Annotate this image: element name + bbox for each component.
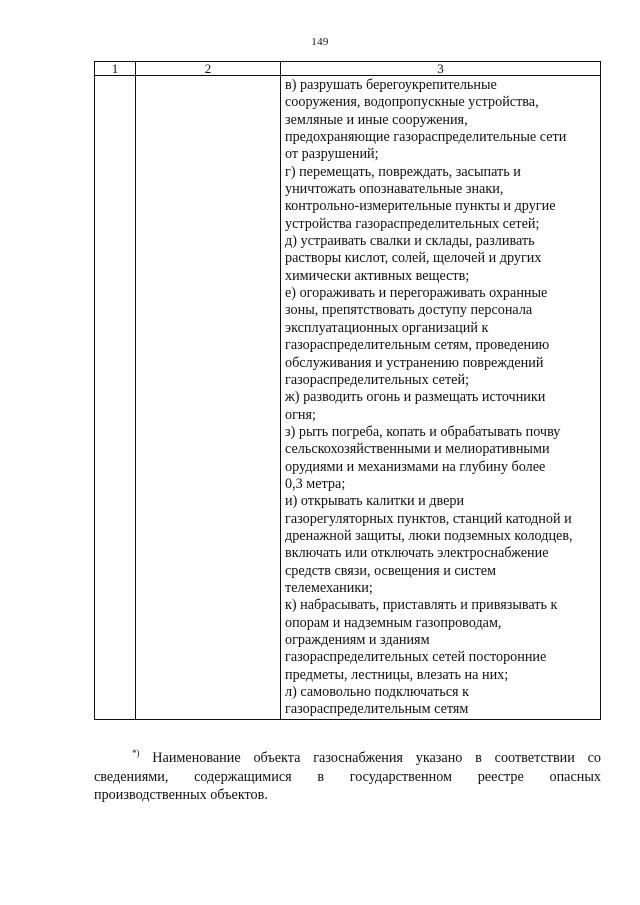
footnote-text-1: Наименование объекта газоснабжения указано в соответствии со	[152, 750, 601, 766]
table-header-row	[95, 62, 601, 76]
list-line: и) открывать калитки и двери	[285, 493, 465, 510]
list-line: зоны, препятствовать доступу персонала	[285, 302, 533, 319]
page-number: 149	[311, 36, 329, 48]
footnote-line-1	[94, 744, 601, 768]
footnote	[94, 744, 601, 805]
list-line: ограждениям и зданиям	[285, 632, 430, 648]
footnote-line-2: сведениями, содержащимися в государственном реестре опасных	[94, 768, 601, 785]
header-cell-1: 1	[95, 62, 136, 76]
list-line: газорегуляторных пунктов, станций катодной и	[285, 510, 572, 527]
list-line: включать или отключать электроснабжение	[285, 545, 549, 562]
prohibitions-list	[281, 76, 600, 719]
list-line: эксплуатационных организаций к	[285, 319, 489, 336]
list-line: з) рыть погреба, копать и обрабатывать почву	[285, 423, 561, 440]
list-line: телемеханики;	[285, 579, 373, 596]
list-line: е) огораживать и перегораживать охранные	[285, 285, 548, 302]
cell-col-2	[136, 76, 281, 720]
list-line: газораспределительным сетям	[285, 701, 469, 718]
list-line: химически активных веществ;	[285, 267, 470, 284]
list-line: л) самовольно подключаться к	[285, 684, 470, 701]
list-line: предметы, лестницы, влезать на них;	[285, 666, 509, 683]
list-line: газораспределительным сетям, проведению	[285, 337, 550, 354]
main-table	[94, 61, 601, 720]
list-line: огня;	[285, 406, 316, 423]
cell-col-1	[95, 76, 136, 720]
footnote-marker: *)	[132, 748, 140, 758]
list-line: газораспределительных сетей;	[285, 371, 470, 388]
list-line: газораспределительных сетей посторонние	[285, 649, 547, 666]
list-line: земляные и иные сооружения,	[285, 111, 468, 128]
list-line: дренажной защиты, люки подземных колодцев,	[285, 527, 573, 544]
list-line: сооружения, водопропускные устройства,	[285, 94, 539, 111]
table-row	[95, 76, 601, 720]
list-line: опорам и надземным газопроводам,	[285, 614, 502, 631]
cell-col-3	[281, 76, 601, 720]
footnote-line-3: производственных объектов.	[94, 787, 268, 803]
list-line: предохраняющие газораспределительные сети	[285, 129, 567, 146]
list-line: сельскохозяйственными и мелиоративными	[285, 441, 550, 458]
list-line: ж) разводить огонь и размещать источники	[285, 389, 546, 406]
header-cell-3: 3	[281, 62, 601, 76]
list-line: д) устраивать свалки и склады, разливать	[285, 233, 535, 250]
list-line: 0,3 метра;	[285, 475, 346, 492]
header-cell-2: 2	[136, 62, 281, 76]
list-line: растворы кислот, солей, щелочей и других	[285, 250, 542, 267]
list-line: обслуживания и устранению повреждений	[285, 354, 544, 371]
list-line: контрольно-измерительные пункты и другие	[285, 198, 556, 215]
list-line: г) перемещать, повреждать, засыпать и	[285, 163, 521, 180]
list-line: устройства газораспределительных сетей;	[285, 215, 540, 232]
list-line: от разрушений;	[285, 146, 379, 163]
list-line: средств связи, освещения и систем	[285, 562, 497, 579]
list-line: к) набрасывать, приставлять и привязывать к	[285, 597, 558, 614]
list-line: в) разрушать берегоукрепительные	[285, 77, 497, 93]
list-line: уничтожать опознавательные знаки,	[285, 181, 504, 198]
list-line: орудиями и механизмами на глубину более	[285, 458, 546, 475]
